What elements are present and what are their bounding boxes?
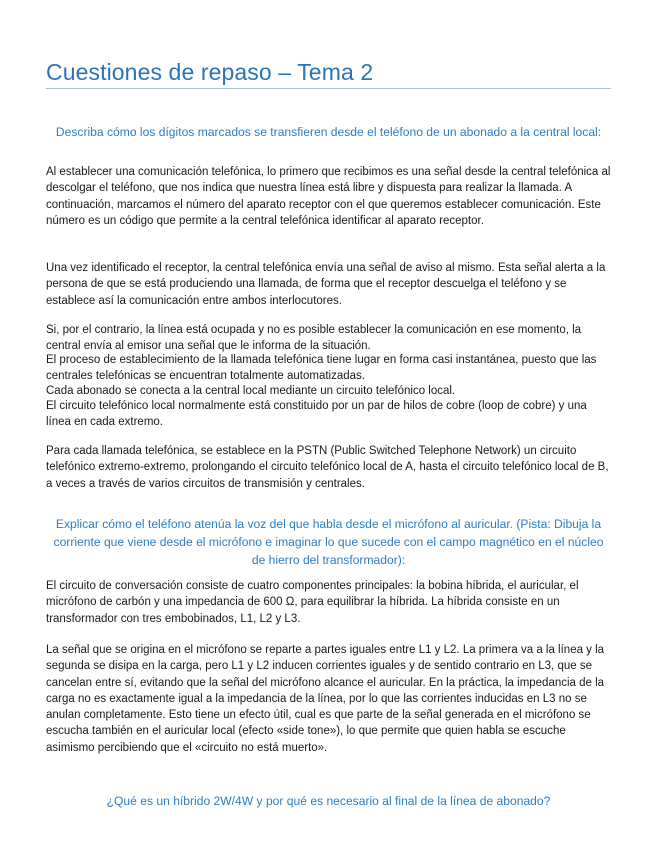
question-1: Describa cómo los dígitos marcados se transfieren desde el teléfono de un abonado a la central local: [55,125,602,139]
answer-1-paragraph-4: El proceso de establecimiento de la llamada telefónica tiene lugar en forma casi instantánea, puesto que las centrales telefónicas se encuentran totalmente automatizadas. [46,354,597,383]
question-3: ¿Qué es un híbrido 2W/4W y por qué es necesario al final de la línea de abonado? [106,794,551,808]
question-2: Explicar cómo el teléfono atenúa la voz del que habla desde el micrófono al auricular. (Pista: Dibuja la corriente que viene desde el micrófono e imaginar lo que sucede con el campo magnético en el núcleo de hierro del transformador): [53,517,604,567]
title-divider [46,88,611,89]
answer-1-paragraph-5: Cada abonado se conecta a la central local mediante un circuito telefónico local. [46,385,456,397]
answer-1-paragraph-7: Para cada llamada telefónica, se establece en la PSTN (Public Switched Telephone Network) un circuito telefónico extremo-extremo, prolongando el circuito telefónico local de A, hasta el circuito telefónico local de B, a veces a través de varios circuitos de transmisión y centrales. [46,445,609,490]
answer-1-paragraph-2: Una vez identificado el receptor, la central telefónica envía una señal de aviso al mismo. Esta señal alerta a la persona de que se está produciendo una llamada, de forma que el receptor descuelga el teléfono y se establece así la comunicación entre ambos interlocutores. [46,262,606,307]
answer-2-paragraph-2: La señal que se origina en el micrófono se reparte a partes iguales entre L1 y L2. La primera va a la línea y la segunda se disipa en la carga, pero L1 y L2 inducen corrientes iguales y de sentido contrario en L3, que se cancelan entre sí, evitando que la señal del micrófono alcance el auricular. En la práctica, la impedancia de la carga no es exactamente igual a la impedancia de la línea, por lo que las corrientes inducidas en L3 no se anulan completamente. Esto tiene un efecto útil, cual es que parte de la señal generada en el micrófono se escucha también en el auricular local (efecto «side tone»), lo que permite que quien habla se escuche asimismo percibiendo que el «circuito no está muerto». [46,644,605,754]
answer-1-paragraph-6: El circuito telefónico local normalmente está constituido por un par de hilos de cobre (loop de cobre) y una línea en cada extremo. [46,400,587,429]
answer-1-paragraph-3: Si, por el contrario, la línea está ocupada y no es posible establecer la comunicación en ese momento, la central envía al emisor una señal que le informa de la situación. [46,324,582,353]
answer-2-paragraph-1: El circuito de conversación consiste de cuatro componentes principales: la bobina híbrida, el auricular, el micrófono de carbón y una impedancia de 600 Ω, para equilibrar la híbrida. La híbrida consiste en un transformador con tres embobinados, L1, L2 y L3. [46,580,579,625]
page-title: Cuestiones de repaso – Tema 2 [46,59,374,85]
answer-1-paragraph-1: Al establecer una comunicación telefónica, lo primero que recibimos es una señal desde la central telefónica al descolgar el teléfono, que nos indica que nuestra línea está libre y dispuesta para realizar la llamada. A continuación, marcamos el número del aparato receptor con el que queremos establecer comunicación. Este número es un código que permite a la central telefónica identificar al aparato receptor. [46,166,611,227]
